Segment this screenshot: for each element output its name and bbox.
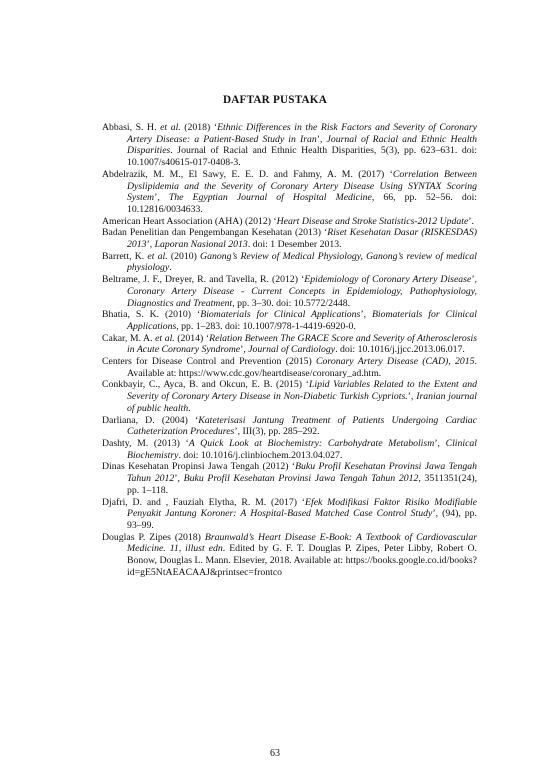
reference-entry [102, 309, 477, 332]
reference-text: Djafri, D. and , Fauziah Elytha, R. M. (2017) ‘ [102, 496, 306, 508]
reference-text: Dashty, M. (2013) ‘ [102, 437, 189, 449]
reference-italic-text: et al. [155, 332, 175, 344]
reference-text: American Heart Association (AHA) (2012) ‘ [102, 215, 277, 227]
reference-text: Cakar, M. A. [102, 332, 156, 344]
reference-italic-text: Efek Modifikasi Faktor Risiko Modifiable Penyakit Jantung Koroner: A Hospital-Based Matched Case Control Study [127, 496, 477, 520]
reference-text: (2014) ‘ [174, 332, 210, 344]
reference-italic-text: Coronary Artery Disease (CAD), 2015 [316, 356, 475, 368]
reference-entry [102, 333, 477, 356]
reference-text: ’, [240, 344, 249, 356]
reference-italic-text: A Quick Look at Biochemistry: Carbohydrate Metabolism [188, 437, 435, 449]
reference-text: Beltrame, J. F., Dreyer, R. and Tavella, R. (2012) ‘ [102, 274, 305, 286]
reference-entry [102, 379, 477, 414]
reference-text: . doi: 10.1016/j.clinbiochem.2013.04.027. [178, 449, 343, 461]
reference-italic-text: Correlation Between Dyslipidemia and the Severity of Coronary Artery Disease Using SYNTAX Scoring System [127, 168, 477, 204]
reference-text: . [188, 402, 191, 414]
reference-text: Barrett, K. [102, 250, 148, 262]
reference-text: Dinas Kesehatan Propinsi Jawa Tengah (2012) ‘ [102, 461, 296, 473]
reference-text: . doi: 10.1016/j.jjcc.2013.06.017. [335, 344, 465, 356]
reference-entry [102, 227, 477, 250]
reference-entry [102, 169, 477, 216]
reference-italic-text: Braunwald’s Heart Disease E-Book: A Textbook of Cardiovascular Medicine. 11, illust edn [127, 531, 477, 555]
reference-entry [102, 216, 477, 228]
reference-italic-text: Buku Profil Kesehatan Provinsi Jawa Tengah Tahun 2012 [183, 473, 419, 485]
reference-entry [102, 251, 477, 274]
reference-text: . doi: 1 Desember 2013. [247, 239, 342, 251]
reference-italic-text: Relation Between The GRACE Score and Severity of Atherosclerosis in Acute Coronary Syndrome [127, 332, 477, 356]
reference-text: , pp. 1–283. doi: 10.1007/978-1-4419-6920-0. [176, 320, 356, 332]
reference-text: , 3511351(24), pp. 1–118. [127, 473, 478, 496]
reference-text: ’, [471, 274, 477, 286]
reference-italic-text: Biomaterials for Clinical Applications [127, 309, 478, 332]
reference-italic-text: Journal of Cardiology [248, 344, 336, 356]
reference-italic-text: Laporan Nasional 2013 [154, 239, 248, 251]
reference-italic-text: Coronary Artery Disease - Current Concepts in Epidemiology, Pathophysiology, Diagnostics and Treatment [127, 285, 477, 309]
reference-text: ’, [154, 192, 169, 204]
reference-italic-text: et al. [160, 122, 181, 133]
reference-text: (2018) ‘ [180, 122, 218, 133]
reference-text: Conkbayir, C., Ayca, B. and Okcun, E. B. (2015) ‘ [102, 379, 309, 391]
reference-text: ’, [434, 437, 446, 449]
reference-text: ’, III(3), pp. 285–292. [234, 426, 320, 438]
reference-text: ’, [360, 309, 372, 321]
reference-text: ’, (94), pp. 93–99. [127, 508, 477, 531]
reference-text: ’, [146, 239, 155, 251]
reference-italic-text: Kateterisasi Jantung Treatment of Patients Undergoing Cardiac Catheterization Procedures [127, 414, 477, 438]
reference-text: Badan Penelitian dan Pengembangan Kesehatan (2013) ‘ [102, 227, 328, 239]
reference-text: Abbasi, S. H. [102, 122, 161, 133]
reference-italic-text: Journal of Racial and Ethnic Health Disparities [127, 133, 477, 157]
reference-entry [102, 532, 477, 579]
reference-text: ’, [316, 133, 327, 145]
reference-italic-text: Clinical Biochemistry [127, 437, 477, 461]
reference-italic-text: et al. [147, 250, 168, 262]
reference-text: Abdelrazik, M. M., El Sawy, E. E. D. and Fahmy, A. M. (2017) ‘ [102, 168, 393, 180]
reference-text: . [169, 262, 172, 274]
reference-italic-text: Ganong’s Review of Medical Physiology, Ganong’s review of medical physiology [127, 250, 477, 274]
reference-text: . Edited by G. F. T. Douglas P. Zipes, Peter Libby, Robert O. Bonow, Douglas L. Mann. Elsevier, 2018. Available at: https://books.google.co.id/books?id=gE5NtAEACAAJ&printsec=frontco [127, 543, 477, 578]
reference-list [102, 122, 477, 578]
reference-italic-text: Lipid Variables Related to the Extent and Severity of Coronary Artery Disease in Non-Diabetic Turkish Cypriots. [127, 379, 477, 403]
reference-entry [102, 438, 477, 461]
reference-text: . Journal of Racial and Ethnic Health Disparities, 5(3), pp. 623–631. doi: 10.1007/s40615-017-0408-3. [127, 145, 477, 169]
reference-entry [102, 122, 477, 169]
reference-text: Darliana, D. (2004) ‘ [102, 414, 199, 426]
reference-text: , 66, pp. 52–56. doi: 10.12816/0034633. [127, 192, 477, 215]
reference-italic-text: Heart Disease and Stroke Statistics-2012 Update [276, 215, 469, 227]
reference-entry [102, 461, 477, 496]
reference-text: (2010) [167, 250, 201, 262]
page-number: 63 [270, 748, 280, 759]
reference-entry [102, 356, 477, 379]
reference-italic-text: Epidemiology of Coronary Artery Disease [304, 274, 472, 286]
reference-text: Douglas P. Zipes (2018) [102, 531, 205, 543]
reference-text: . Available at: https://www.cdc.gov/heartdisease/coronary_ad.htm. [127, 356, 477, 379]
reference-text: Centers for Disease Control and Prevention (2015) [102, 356, 317, 368]
reference-entry [102, 274, 477, 309]
reference-entry [102, 497, 477, 532]
reference-text: ’, [174, 473, 184, 485]
page-title: DAFTAR PUSTAKA [222, 94, 327, 106]
reference-text: Bhatia, S. K. (2010) ‘ [102, 309, 201, 321]
reference-italic-text: Biomaterials for Clinical Applications [200, 309, 361, 321]
reference-text: ’, [407, 391, 417, 403]
reference-italic-text: Ethnic Differences in the Risk Factors and Severity of Coronary Artery Disease: a Patient-Based Study in Iran [127, 122, 477, 145]
reference-italic-text: Riset Kesehatan Dasar (RISKESDAS) 2013 [127, 227, 477, 251]
reference-entry [102, 415, 477, 438]
reference-italic-text: Iranian journal of public health [127, 391, 477, 414]
reference-text: , pp. 3–30. doi: 10.5772/2448. [232, 297, 351, 309]
reference-italic-text: Buku Profil Kesehatan Provinsi Jawa Tengah Tahun 2012 [127, 461, 478, 485]
reference-text: ’. [468, 215, 474, 227]
reference-italic-text: The Egyptian Journal of Hospital Medicine [168, 192, 372, 204]
